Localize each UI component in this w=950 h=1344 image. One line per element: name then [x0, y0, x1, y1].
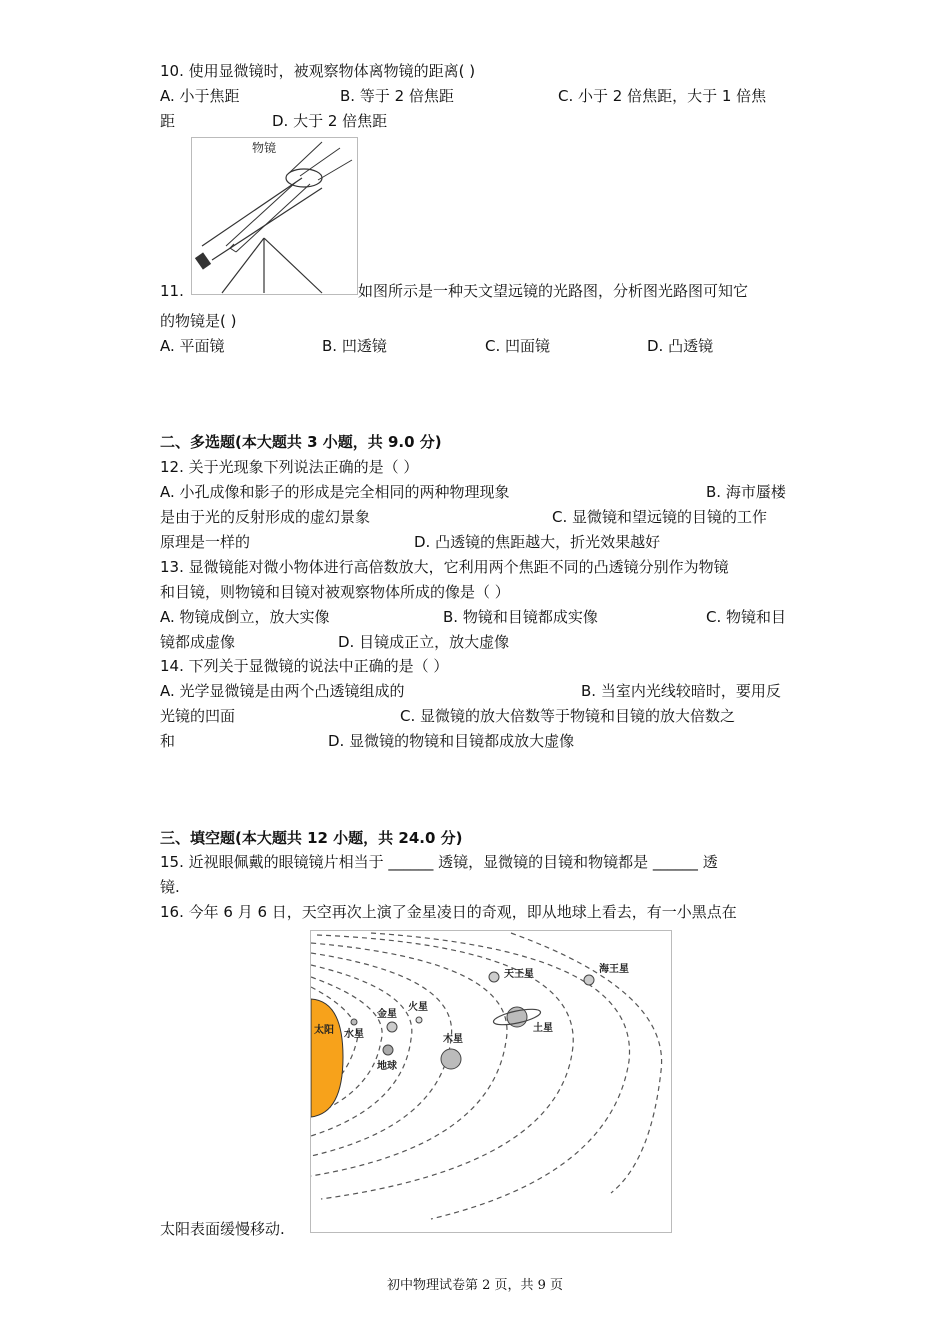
solar-system-diagram — [311, 931, 671, 1232]
q10-option-c: C. 小于 2 倍焦距，大于 1 倍焦 — [558, 87, 767, 105]
q15-line1: 15. 近视眼佩戴的眼镜镜片相当于 ______ 透镜，显微镜的目镜和物镜都是 ______ 透 — [160, 853, 718, 871]
section-multiple-choice-title: 二、多选题(本大题共 3 小题，共 9.0 分) — [160, 433, 442, 451]
q13-option-c-cont: 镜都成虚像 — [160, 633, 236, 651]
q12-option-b-cont: 是由于光的反射形成的虚幻景象 — [160, 508, 371, 526]
jupiter-label: 木星 — [443, 1034, 463, 1045]
q14-option-c: C. 显微镜的放大倍数等于物镜和目镜的放大倍数之 — [400, 707, 736, 725]
uranus — [489, 972, 499, 982]
mercury-label: 水星 — [344, 1029, 364, 1040]
uranus-label: 天王星 — [504, 969, 534, 980]
sun — [311, 999, 343, 1117]
earth — [383, 1045, 393, 1055]
q14-option-a: A. 光学显微镜是由两个凸透镜组成的 — [160, 682, 405, 700]
q10-option-a: A. 小于焦距 — [160, 87, 240, 105]
mars — [416, 1017, 422, 1023]
q15-line2: 镜. — [160, 878, 180, 896]
q13-stem: 13. 显微镜能对微小物体进行高倍数放大，它利用两个焦距不同的凸透镜分别作为物镜 — [160, 558, 729, 576]
mercury — [351, 1019, 357, 1025]
q16-line2: 太阳表面缓慢移动. — [160, 1220, 285, 1238]
jupiter — [441, 1049, 461, 1069]
q14-option-b-cont: 光镜的凹面 — [160, 707, 236, 725]
q11-stem: 如图所示是一种天文望远镜的光路图，分析图光路图可知它 — [358, 282, 749, 300]
neptune — [584, 975, 594, 985]
q13-option-a: A. 物镜成倒立，放大实像 — [160, 608, 330, 626]
sun-label: 太阳 — [314, 1025, 334, 1036]
saturn-label: 土星 — [533, 1023, 553, 1034]
orbits — [311, 933, 662, 1219]
q13-option-b: B. 物镜和目镜都成实像 — [443, 608, 598, 626]
venus-label: 金星 — [377, 1009, 397, 1020]
q13-option-c: C. 物镜和目 — [706, 608, 787, 626]
telescope-figure — [191, 137, 358, 295]
q12-option-a: A. 小孔成像和影子的形成是完全相同的两种物理现象 — [160, 483, 510, 501]
venus — [387, 1022, 397, 1032]
page-footer: 初中物理试卷第 2 页，共 9 页 — [386, 1278, 564, 1293]
q12-option-c: C. 显微镜和望远镜的目镜的工作 — [552, 508, 768, 526]
q11-option-d: D. 凸透镜 — [647, 337, 714, 355]
q11-option-b: B. 凹透镜 — [322, 337, 387, 355]
q12-option-c-cont: 原理是一样的 — [160, 533, 251, 551]
q11-stem-cont: 的物镜是( ) — [160, 312, 237, 330]
q13-stem-cont: 和目镜，则物镜和目镜对被观察物体所成的像是（ ） — [160, 583, 510, 601]
q10-option-b: B. 等于 2 倍焦距 — [340, 87, 454, 105]
q11-number: 11. — [160, 282, 184, 300]
neptune-label: 海王星 — [599, 964, 629, 975]
q12-stem: 12. 关于光现象下列说法正确的是（ ） — [160, 458, 419, 476]
q10-option-d: D. 大于 2 倍焦距 — [272, 112, 388, 130]
q16-line1: 16. 今年 6 月 6 日，天空再次上演了金星凌日的奇观，即从地球上看去，有一小黑点在 — [160, 903, 737, 921]
q11-option-a: A. 平面镜 — [160, 337, 225, 355]
q11-option-c: C. 凹面镜 — [485, 337, 551, 355]
q13-option-d: D. 目镜成正立，放大虚像 — [338, 633, 510, 651]
q14-stem: 14. 下列关于显微镜的说法中正确的是（ ） — [160, 657, 449, 675]
objective-label: 物镜 — [252, 141, 277, 155]
q14-option-d: D. 显微镜的物镜和目镜都成放大虚像 — [328, 732, 575, 750]
mars-label: 火星 — [408, 1002, 428, 1013]
q10-option-c-cont: 距 — [160, 112, 176, 130]
q14-option-c-cont: 和 — [160, 732, 176, 750]
section-fill-blank-title: 三、填空题(本大题共 12 小题，共 24.0 分) — [160, 829, 463, 847]
q14-option-b: B. 当室内光线较暗时，要用反 — [581, 682, 781, 700]
telescope-light-path-diagram — [192, 138, 357, 294]
q10-stem: 10. 使用显微镜时，被观察物体离物镜的距离( ) — [160, 62, 476, 80]
q12-option-d: D. 凸透镜的焦距越大，折光效果越好 — [414, 533, 661, 551]
solar-system-figure — [310, 930, 672, 1233]
earth-label: 地球 — [377, 1061, 397, 1072]
q12-option-b: B. 海市蜃楼 — [706, 483, 786, 501]
